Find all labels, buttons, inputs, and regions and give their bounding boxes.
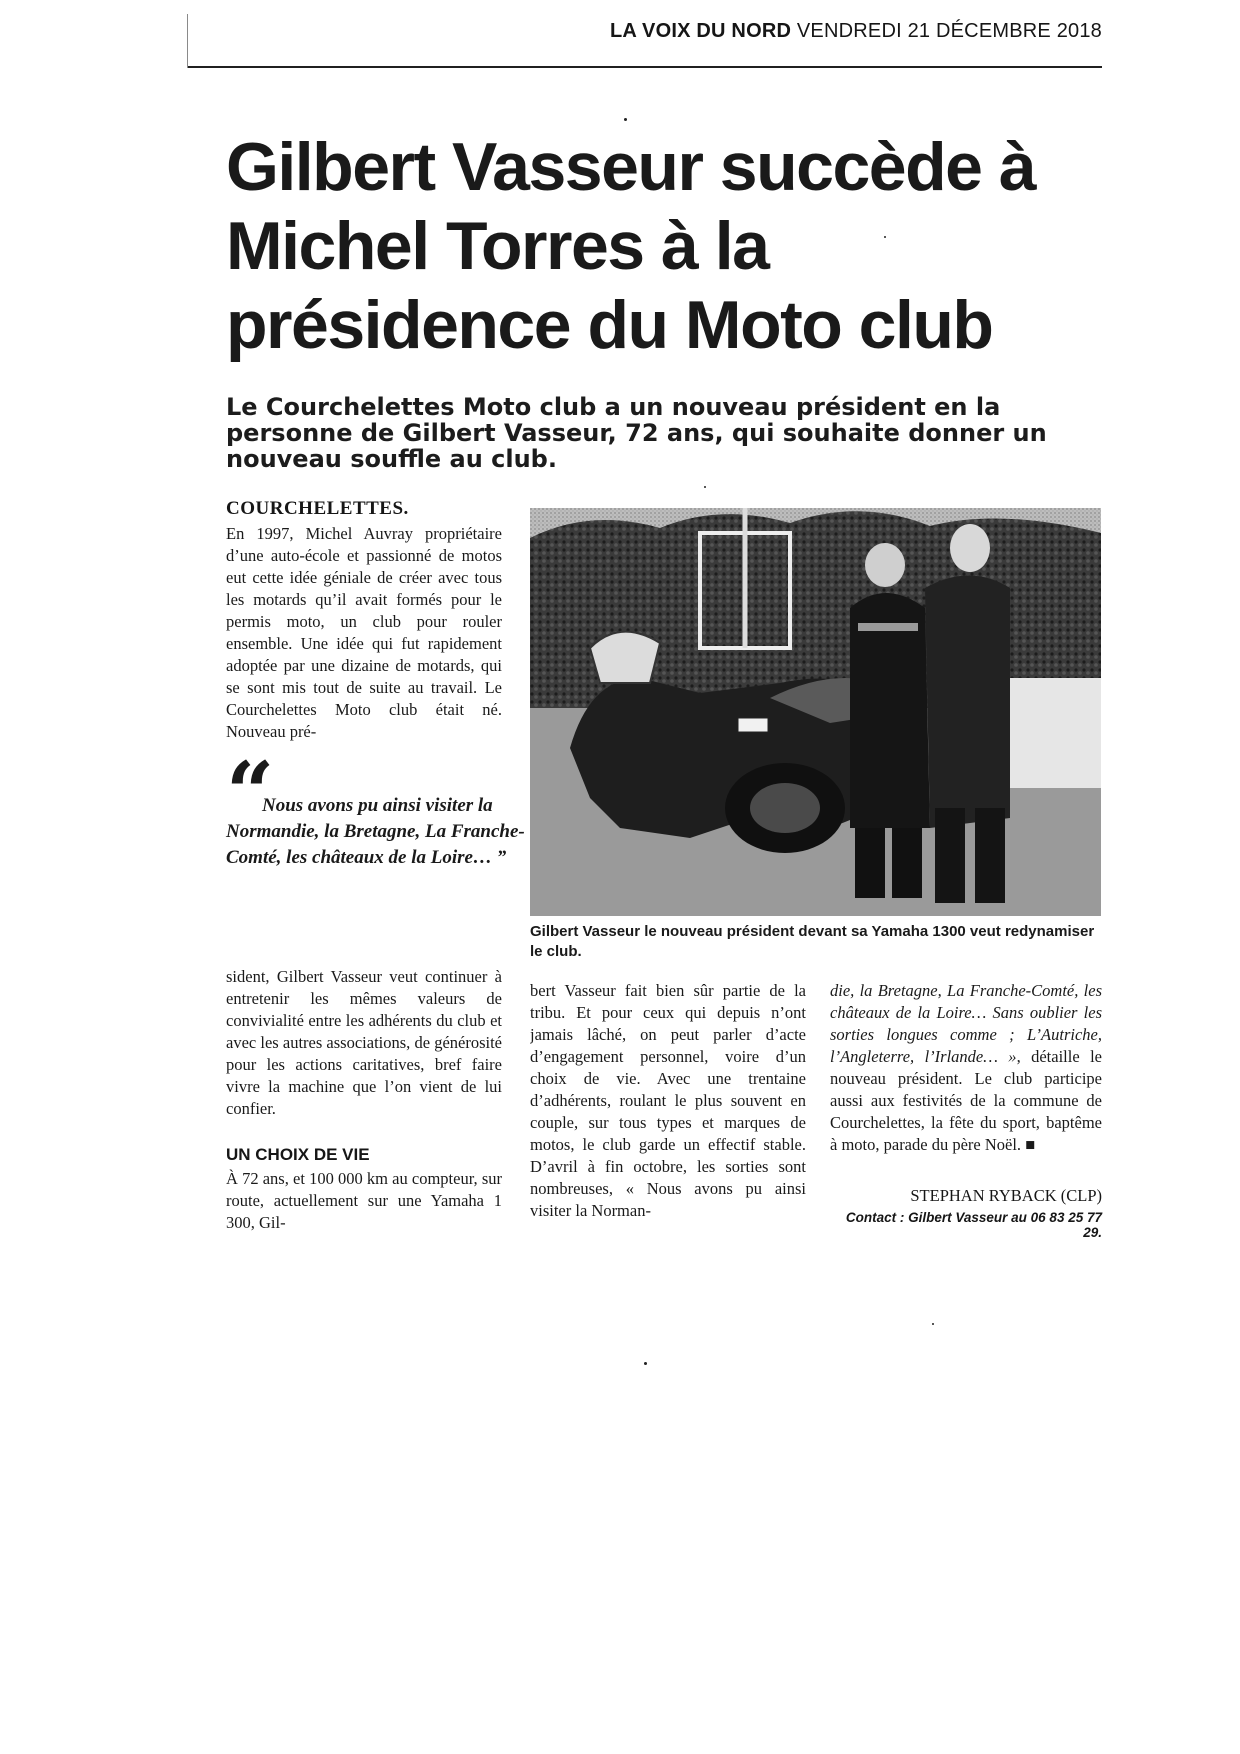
publication-date: VENDREDI 21 DÉCEMBRE 2018 [796,20,1102,42]
article-subheading: UN CHOIX DE VIE [226,1145,370,1164]
contact-line: Contact : Gilbert Vasseur au 06 83 25 77 29. [845,1210,1102,1240]
author-byline: STEPHAN RYBACK (CLP) [910,1186,1102,1205]
pull-quote-text: Nous avons pu ainsi visiter la Normandie, la Bretagne, La Franche-Comté, les châteaux de la Loire… [226,795,525,868]
end-mark-icon: ■ [1025,1135,1036,1154]
article-dateline: COURCHELETTES. [226,498,409,519]
scan-speck [884,236,886,238]
scan-speck [624,118,627,121]
publication-name: LA VOIX DU NORD [609,20,792,42]
quote-continuation: die, la Bretagne, La Franche-Comté, les châteaux de la Loire… Sans oublier les sorties longues comme ; L’Autriche, l’Angleterre, l’Irlande… » [830,981,1102,1066]
scan-speck [644,1362,647,1365]
article-column-2: bert Vasseur fait bien sûr partie de la tribu. Et pour ceux qui depuis n’ont jamais lâché, on peut parler d’acte d’engagement personnel, voire d’un choix de vie. Avec une trentaine d’adhérents, roulant le plus souvent en couple, sur tous types et marques de motos, le club garde un effectif stable. D’avril à fin octobre, les sorties sont nombreuses, « Nous avons pu ainsi visiter la Norman- [530,981,806,1220]
pull-quote [226,793,526,871]
column-3-text: , détaille le nouveau président. Le club participe aussi aux festivités de la commune de Courchelettes, la fête du sport, baptême à moto, parade du père Noël. [830,1047,1102,1154]
scan-speck [932,1323,934,1325]
article-standfirst: Le Courchelettes Moto club a un nouveau président en la personne de Gilbert Vasseur, 72 ans, qui souhaite donner un nouveau souffle au club. [226,393,1047,473]
header-rule [188,66,1102,68]
photo-caption: Gilbert Vasseur le nouveau président devant sa Yamaha 1300 veut redynamiser le club. [530,923,1095,960]
article-photo [530,508,1101,916]
quote-close-icon: ” [496,847,507,868]
article-column-1: sident, Gilbert Vasseur veut continuer à entretenir les mêmes valeurs de convivialité entre les adhérents du club et avec les autres associations, de générosité pour les actions caritatives, bref faire vivre la machine que l’on vient de lui confier. [226,967,502,1118]
scan-speck [704,486,706,488]
article-column-1-continued: À 72 ans, et 100 000 km au compteur, sur route, actuellement sur une Yamaha 1 300, Gil- [226,1169,502,1232]
page-header [186,20,1102,48]
quote-open-icon: “ [226,743,275,842]
article-headline: Gilbert Vasseur succède à Michel Torres à la présidence du Moto club [226,129,1036,363]
article-intro: En 1997, Michel Auvray propriétaire d’une auto-école et passionné de motos eut cette idée géniale de créer avec tous les motards qu’il avait formés pour le permis moto, un club pour rouler ensemble. Une idée qui fut rapidement adoptée par une dizaine de motards, qui se sont mis tout de suite au travail. Le Courchelettes Moto club était né. Nouveau pré- [226,524,502,741]
article-column-3 [830,980,1102,1156]
